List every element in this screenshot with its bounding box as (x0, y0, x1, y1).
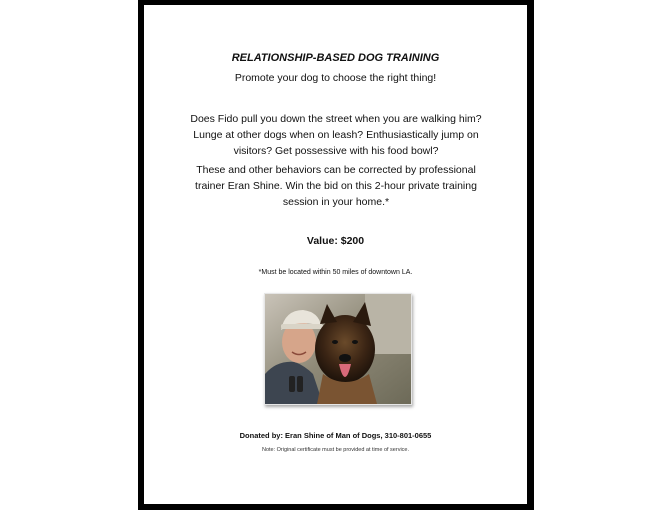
flyer-title: RELATIONSHIP-BASED DOG TRAINING (231, 52, 440, 64)
certificate-note: Note: Original certificate must be provided at time of service. (261, 447, 410, 453)
description-paragraph-2: These and other behaviors can be corrected by professional trainer Eran Shine. Win the bid on this 2-hour private training session in your home.* (195, 164, 477, 208)
value-label: Value: $200 (306, 235, 365, 247)
description-paragraph-1: Does Fido pull you down the street when you are walking him? Lunge at other dogs when on leash? Enthusiastically jump on visitors? Get possessive with his food bowl? (190, 113, 482, 157)
flyer-subtitle: Promote your dog to choose the right thing! (234, 72, 437, 84)
flyer-sheet (144, 5, 527, 504)
donor-line: Donated by: Eran Shine of Man of Dogs, 310-801-0655 (239, 431, 432, 440)
location-footnote: *Must be located within 50 miles of downtown LA. (258, 269, 413, 276)
photo-illustration (265, 294, 411, 404)
man-with-dog-photo (264, 293, 412, 405)
